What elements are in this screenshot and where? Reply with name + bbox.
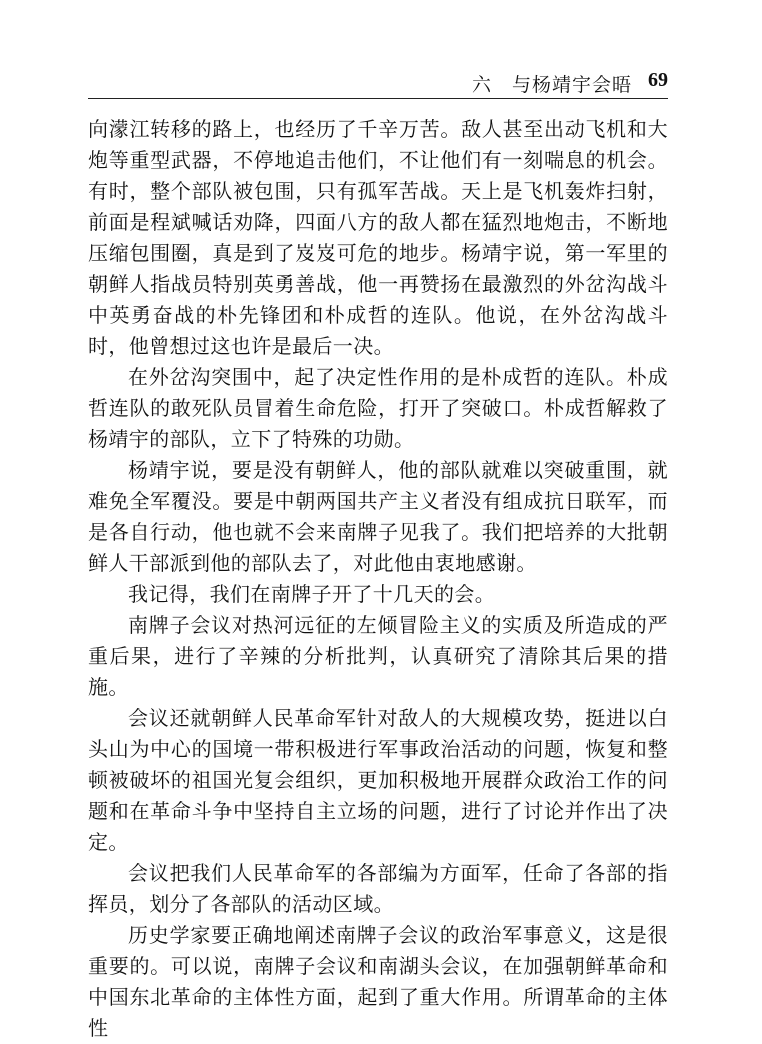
- paragraph-3: 杨靖宇说，要是没有朝鲜人，他的部队就难以突破重围，就难免全军覆没。要是中朝两国共产主义者没有组成抗日联军，而是各自行动，他也就不会来南牌子见我了。我们把培养的大批朝鲜人干部派到他的部队去了，对此他由衷地感谢。: [88, 458, 668, 575]
- paragraph-7: 会议把我们人民革命军的各部编为方面军，任命了各部的指挥员，划分了各部队的活动区域。: [88, 861, 668, 916]
- paragraph-8: 历史学家要正确地阐述南牌子会议的政治军事意义，这是很重要的。可以说，南牌子会议和南湖头会议，在加强朝鲜革命和中国东北革命的主体性方面，起到了重大作用。所谓革命的主体性: [88, 923, 668, 1040]
- paragraph-6: 会议还就朝鲜人民革命军针对敌人的大规模攻势，挺进以白头山为中心的国境一带积极进行军事政治活动的问题，恢复和整顿被破坏的祖国光复会组织，更加积极地开展群众政治工作的问题和在革命斗争中坚持自主立场的问题，进行了讨论并作出了决定。: [88, 706, 668, 854]
- page-number: 69: [648, 69, 668, 91]
- chapter-title: 六 与杨靖宇会晤: [471, 74, 632, 96]
- running-header: [88, 66, 668, 96]
- body-text: [88, 114, 668, 1044]
- paragraph-4: 我记得，我们在南牌子开了十几天的会。: [128, 582, 496, 606]
- header-rule: [88, 98, 668, 99]
- paragraph-1: 向濛江转移的路上，也经历了千辛万苦。敌人甚至出动飞机和大炮等重型武器，不停地追击他们，不让他们有一刻喘息的机会。有时，整个部队被包围，只有孤军苦战。天上是飞机轰炸扫射，前面是程斌喊话劝降，四面八方的敌人都在猛烈地炮击，不断地压缩包围圈，真是到了岌岌可危的地步。杨靖宇说，第一军里的朝鲜人指战员特别英勇善战，他一再赞扬在最激烈的外岔沟战斗中英勇奋战的朴先锋团和朴成哲的连队。他说，在外岔沟战斗时，他曾想过这也许是最后一决。: [88, 117, 668, 358]
- paragraph-5: 南牌子会议对热河远征的左倾冒险主义的实质及所造成的严重后果，进行了辛辣的分析批判，认真研究了清除其后果的措施。: [88, 613, 668, 699]
- paragraph-2: 在外岔沟突围中，起了决定性作用的是朴成哲的连队。朴成哲连队的敢死队员冒着生命危险，打开了突破口。朴成哲解救了杨靖宇的部队，立下了特殊的功勋。: [88, 365, 668, 451]
